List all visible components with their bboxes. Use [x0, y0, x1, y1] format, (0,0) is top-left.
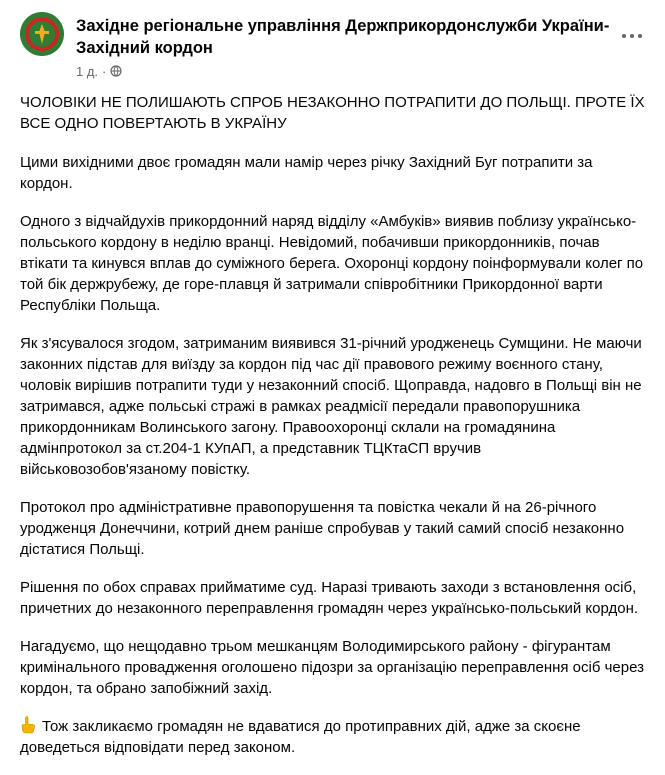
more-options-icon-dot: [638, 34, 642, 38]
post-meta: [76, 62, 122, 80]
post-paragraph: Одного з відчайдухів прикордонний наряд відділу «Амбуків» виявив поблизу українсько-польського кордону в неділю вранці. Невідомий, побачивши прикордонників, почав втікати та кинувся вплав до суміжного берега. Охоронці кордону поінформували колег по той бік держрубежу, де горе-плавця й затримали співробітники Прикордонної варти Республіки Польща.: [20, 213, 644, 314]
page-name-link[interactable]: Західне регіональне управління Держприкордонслужби України-Західний кордон: [76, 17, 610, 57]
more-options-button[interactable]: [614, 18, 650, 54]
globe-icon[interactable]: [110, 65, 122, 77]
post-final-paragraph: [20, 716, 645, 758]
post-header: [20, 12, 650, 82]
post-paragraph: Як з'ясувалося згодом, затриманим виявився 31-річний уродженець Сумщини. Не маючи законних підстав для виїзду за кордон під час дії правового режиму воєнного стану, чоловік вирішив потрапити туди у незаконний спосіб. Щоправда, надовго в Польщі він не затримався, адже польські стражі в рамках реадмісії передали правопорушника прикордонникам Волинського загону. Правоохоронці склали на громадянина адмінпротокол за ст.204-1 КУпАП, а представник ТЦКтаСП вручив військовозобов'язаному повістку.: [20, 335, 642, 478]
post-paragraph: Нагадуємо, що нещодавно трьом мешканцям Володимирського району - фігурантам кримінального провадження оголошено підозри за організацію переправлення осіб через кордон, та обрано запобіжний захід.: [20, 638, 645, 697]
post-body: [20, 92, 645, 775]
pointing-finger-icon: [20, 716, 36, 734]
more-options-icon: [622, 34, 626, 38]
page-avatar[interactable]: [20, 12, 64, 56]
post-paragraph: Протокол про адміністративне правопорушення та повістка чекали й на 26-річного уродженця Донеччини, котрий днем раніше спробував у такий самий спосіб незаконно дістатися Польщі.: [20, 499, 625, 558]
post-headline: ЧОЛОВІКИ НЕ ПОЛИШАЮТЬ СПРОБ НЕЗАКОННО ПОТРАПИТИ ДО ПОЛЬЩІ. ПРОТЕ ЇХ ВСЕ ОДНО ПОВЕРТАЮТЬ В УКРАЇНУ: [20, 94, 645, 132]
more-options-icon-dot: [630, 34, 634, 38]
post-paragraph: Цими вихідними двоє громадян мали намір через річку Західний Буг потрапити за кордон.: [20, 154, 593, 192]
post-paragraph: Рішення по обох справах прийматиме суд. Наразі тривають заходи з встановлення осіб, причетних до незаконного переправлення громадян через українсько-польський кордон.: [20, 579, 639, 617]
post-time-link[interactable]: 1 д.: [76, 63, 99, 79]
meta-separator: ·: [102, 63, 107, 79]
border-guard-emblem-icon: [20, 12, 64, 56]
final-paragraph-text: Тож закликаємо громадян не вдаватися до протиправних дій, адже за скоєне доведеться відповідати перед законом.: [20, 718, 581, 756]
